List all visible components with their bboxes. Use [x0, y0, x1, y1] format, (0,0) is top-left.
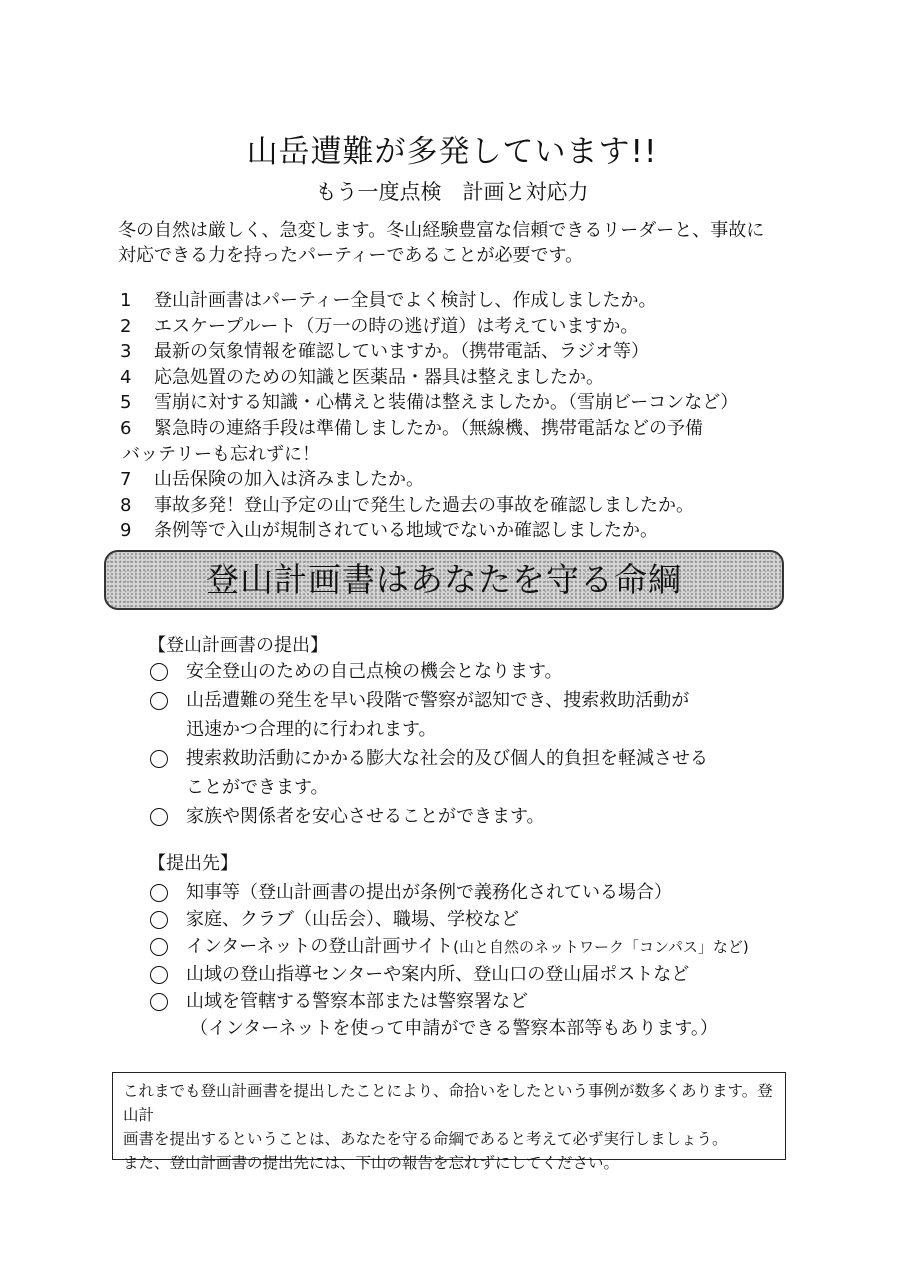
checklist-number: 4: [120, 366, 132, 388]
checklist-number: 6: [120, 417, 132, 439]
checklist-number: 5: [120, 392, 132, 414]
destination-text: 山域を管轄する警察本部または警察署など: [186, 991, 528, 1012]
checklist-item: [118, 416, 798, 442]
submission-item-text: 迅速かつ合理的に行われます。: [186, 719, 437, 740]
checklist-text: 緊急時の連絡手段は準備しましたか。（無線機、携帯電話などの予備: [154, 417, 703, 439]
submission-item: [150, 744, 770, 802]
notice-line: 画書を提出するということは、あなたを守る命綱であると考えて必ず実行しましょう。: [123, 1130, 728, 1148]
submission-item: [150, 686, 770, 744]
checklist-text: 最新の気象情報を確認していますか。（携帯電話、ラジオ等）: [154, 341, 649, 363]
checklist-item-continuation: [118, 442, 798, 468]
checklist-number: 8: [120, 494, 132, 516]
checklist-text: 条例等で入山が規制されている地域でないか確認しましたか。: [154, 520, 658, 542]
checklist-number: 2: [120, 315, 132, 337]
destination-text: 家庭、クラブ（山岳会）、職場、学校など: [186, 909, 519, 930]
checklist: [118, 288, 798, 544]
circle-bullet-icon: [150, 993, 168, 1011]
intro-line: 冬の自然は厳しく、急変します。冬山経験豊富な信頼できるリーダーと、事故に: [118, 220, 765, 241]
destination-text: 山域の登山指導センターや案内所、登山口の登山届ポストなど: [186, 964, 690, 985]
checklist-item: [118, 288, 798, 314]
checklist-text: 雪崩に対する知識・心構えと装備は整えましたか。（雪崩ビーコンなど）: [154, 392, 739, 414]
checklist-text: 登山計画書はパーティー全員でよく検討し、作成しましたか。: [154, 290, 657, 311]
page-subtitle: もう一度点検 計画と対応力: [315, 180, 589, 204]
destination-item: [150, 906, 770, 933]
checklist-text: 山岳保険の加入は済みましたか。: [154, 469, 424, 491]
submission-list: [150, 657, 770, 831]
checklist-text: 事故多発！登山予定の山で発生した過去の事故を確認しましたか。: [154, 494, 694, 516]
checklist-item: [118, 314, 798, 340]
destination-item: [150, 961, 770, 988]
banner-heading: 登山計画書はあなたを守る命綱: [104, 550, 784, 610]
destination-text: インターネットの登山計画サイト: [186, 936, 454, 957]
checklist-text: 応急処置のための知識と医薬品・器具は整えましたか。: [154, 366, 604, 388]
circle-bullet-icon: [150, 808, 168, 826]
checklist-item: [118, 467, 798, 493]
circle-bullet-icon: [150, 663, 168, 681]
checklist-item: [118, 339, 798, 365]
destinations-note: （インターネットを使って申請ができる警察本部等もあります。）: [190, 1018, 718, 1039]
checklist-item: [118, 518, 798, 544]
intro-line: 対応できる力を持ったパーティーであることが必要です。: [118, 245, 584, 266]
checklist-item: [118, 493, 798, 519]
checklist-number: 3: [120, 341, 132, 363]
checklist-item: [118, 365, 798, 391]
submission-item-text: 安全登山のための自己点検の機会となります。: [186, 661, 563, 682]
destination-text: 知事等（登山計画書の提出が条例で義務化されている場合）: [186, 882, 672, 903]
circle-bullet-icon: [150, 966, 168, 984]
notice-line: これまでも登山計画書を提出したことにより、命拾いをしたという事例が数多くあります。登山計: [123, 1082, 773, 1124]
checklist-number: 9: [120, 520, 132, 542]
submission-item: [150, 802, 770, 831]
circle-bullet-icon: [150, 884, 168, 902]
destination-item: [150, 988, 770, 1015]
circle-bullet-icon: [150, 750, 168, 768]
notice-line: また、登山計画書の提出先には、下山の報告を忘れずにしてください。: [123, 1154, 620, 1172]
submission-heading: 【登山計画書の提出】: [148, 635, 328, 656]
checklist-text: バッテリーも忘れずに！: [122, 443, 320, 465]
checklist-item: [118, 390, 798, 416]
checklist-number: 7: [120, 469, 132, 491]
circle-bullet-icon: [150, 911, 168, 929]
checklist-number: 1: [120, 290, 132, 311]
intro-paragraph: [118, 218, 778, 268]
checklist-text: エスケープルート（万一の時の逃げ道）は考えていますか。: [154, 315, 639, 337]
submission-item-text: ことができます。: [186, 777, 329, 798]
destination-item: [150, 879, 770, 906]
page-title: 山岳遭難が多発しています!!: [246, 134, 658, 170]
circle-bullet-icon: [150, 692, 168, 710]
submission-item-text: 山岳遭難の発生を早い段階で警察が認知でき、捜索救助活動が: [186, 690, 690, 711]
destination-item: [150, 933, 770, 961]
notice-box: [112, 1072, 786, 1172]
destinations-list: [150, 879, 770, 1015]
destination-example: (山と自然のネットワーク「コンパス」など): [453, 938, 749, 956]
submission-item-text: 家族や関係者を安心させることができます。: [186, 806, 545, 827]
submission-item: [150, 657, 770, 686]
destinations-heading: 【提出先】: [148, 853, 238, 874]
submission-item-text: 捜索救助活動にかかる膨大な社会的及び個人的負担を軽減させる: [186, 748, 708, 769]
circle-bullet-icon: [150, 938, 168, 956]
